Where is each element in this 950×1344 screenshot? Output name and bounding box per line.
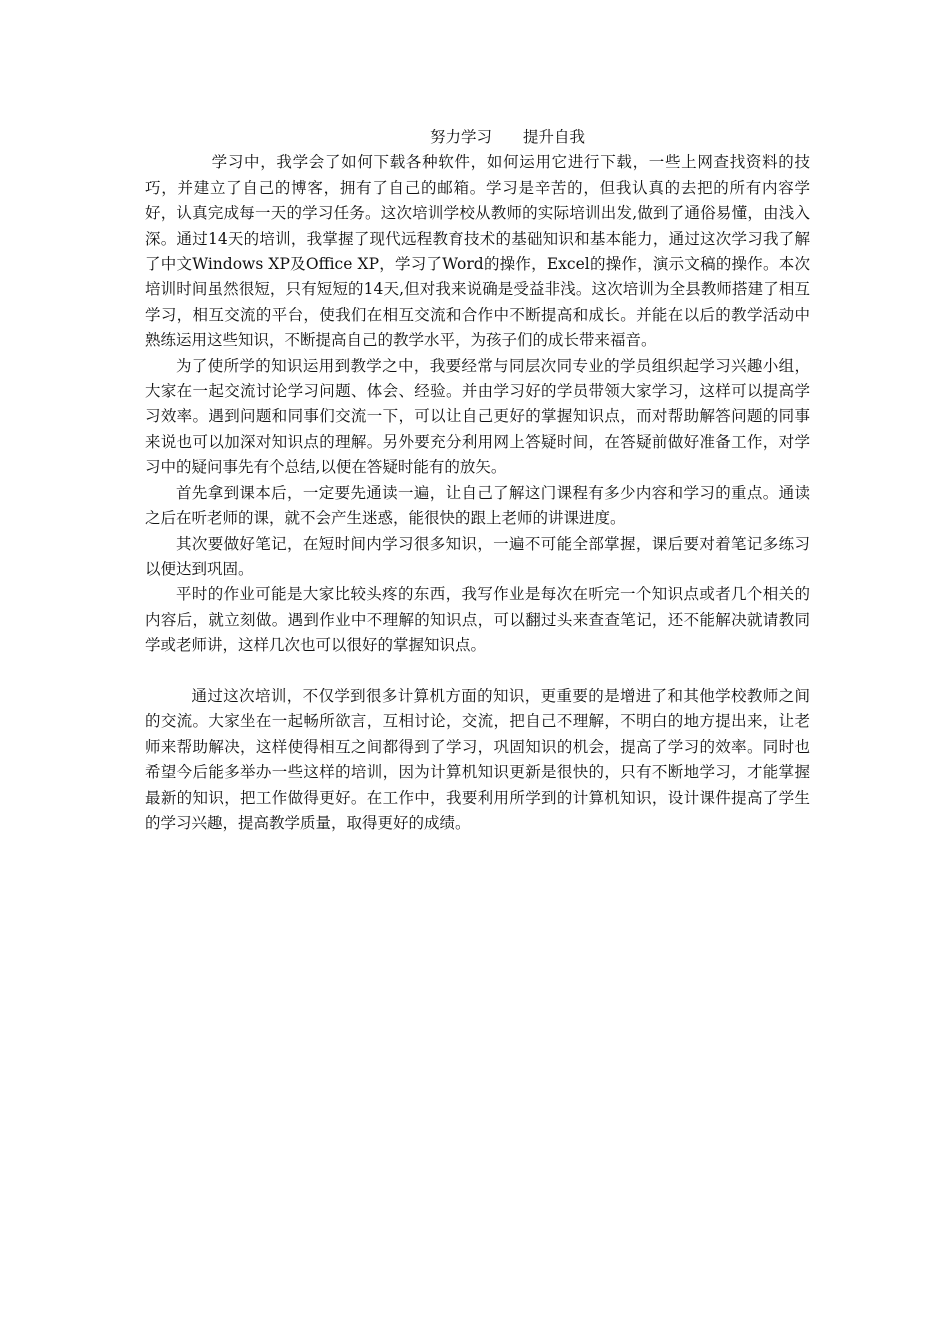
paragraph-2: 为了使所学的知识运用到教学之中，我要经常与同层次同专业的学员组织起学习兴趣小组，大家在一起交流讨论学习问题、体会、经验。并由学习好的学员带领大家学习，这样可以提高学习效率。遇到问题和同事们交流一下，可以让自己更好的掌握知识点，而对帮助解答问题的同事来说也可以加深对知识点的理解。另外要充分利用网上答疑时间，在答疑前做好准备工作，对学习中的疑问事先有个总结,以便在答疑时能有的放矢。	[145, 356, 810, 477]
paragraph-1: 学习中，我学会了如何下载各种软件，如何运用它进行下载，一些上网查找资料的技巧，并建立了自己的博客，拥有了自己的邮箱。学习是辛苦的，但我认真的去把的所有内容学好，认真完成每一天的学习任务。这次培训学校从教师的实际培训出发,做到了通俗易懂，由浅入深。通过14天的培训，我掌握了现代远程教育技术的基础知识和基本能力，通过这次学习我了解了中文Windows XP及Office XP，学习了Word的操作，Excel的操作，演示文稿的操作。本次培训时间虽然很短，只有短短的14天,但对我来说确是受益非浅。这次培训为全县教师搭建了相互学习，相互交流的平台，使我们在相互交流和合作中不断提高和成长。并能在以后的教学活动中熟练运用这些知识，不断提高自己的教学水平，为孩子们的成长带来福音。	[145, 153, 810, 350]
document-body	[145, 125, 810, 836]
paragraph-6: 通过这次培训，不仅学到很多计算机方面的知识，更重要的是增进了和其他学校教师之间的交流。大家坐在一起畅所欲言，互相讨论，交流，把自己不理解，不明白的地方提出来，让老师来帮助解决，这样使得相互之间都得到了学习，巩固知识的机会，提高了学习的效率。同时也希望今后能多举办一些这样的培训，因为计算机知识更新是很快的，只有不断地学习，才能掌握最新的知识，把工作做得更好。在工作中，我要利用所学到的计算机知识，设计课件提高了学生的学习兴趣，提高教学质量，取得更好的成绩。	[145, 686, 810, 832]
paragraph-3: 首先拿到课本后，一定要先通读一遍，让自己了解这门课程有多少内容和学习的重点。通读之后在听老师的课，就不会产生迷惑，能很快的跟上老师的讲课进度。	[145, 483, 810, 528]
document-title: 努力学习 提升自我	[429, 128, 585, 146]
paragraph-4: 其次要做好笔记，在短时间内学习很多知识，一遍不可能全部掌握，课后要对着笔记多练习以便达到巩固。	[145, 534, 810, 578]
paragraph-5: 平时的作业可能是大家比较头疼的东西，我写作业是每次在听完一个知识点或者几个相关的内容后，就立刻做。遇到作业中不理解的知识点，可以翻过头来查查笔记，还不能解决就请教同学或老师讲，这样几次也可以很好的掌握知识点。	[145, 585, 810, 655]
blank-line	[145, 659, 810, 684]
